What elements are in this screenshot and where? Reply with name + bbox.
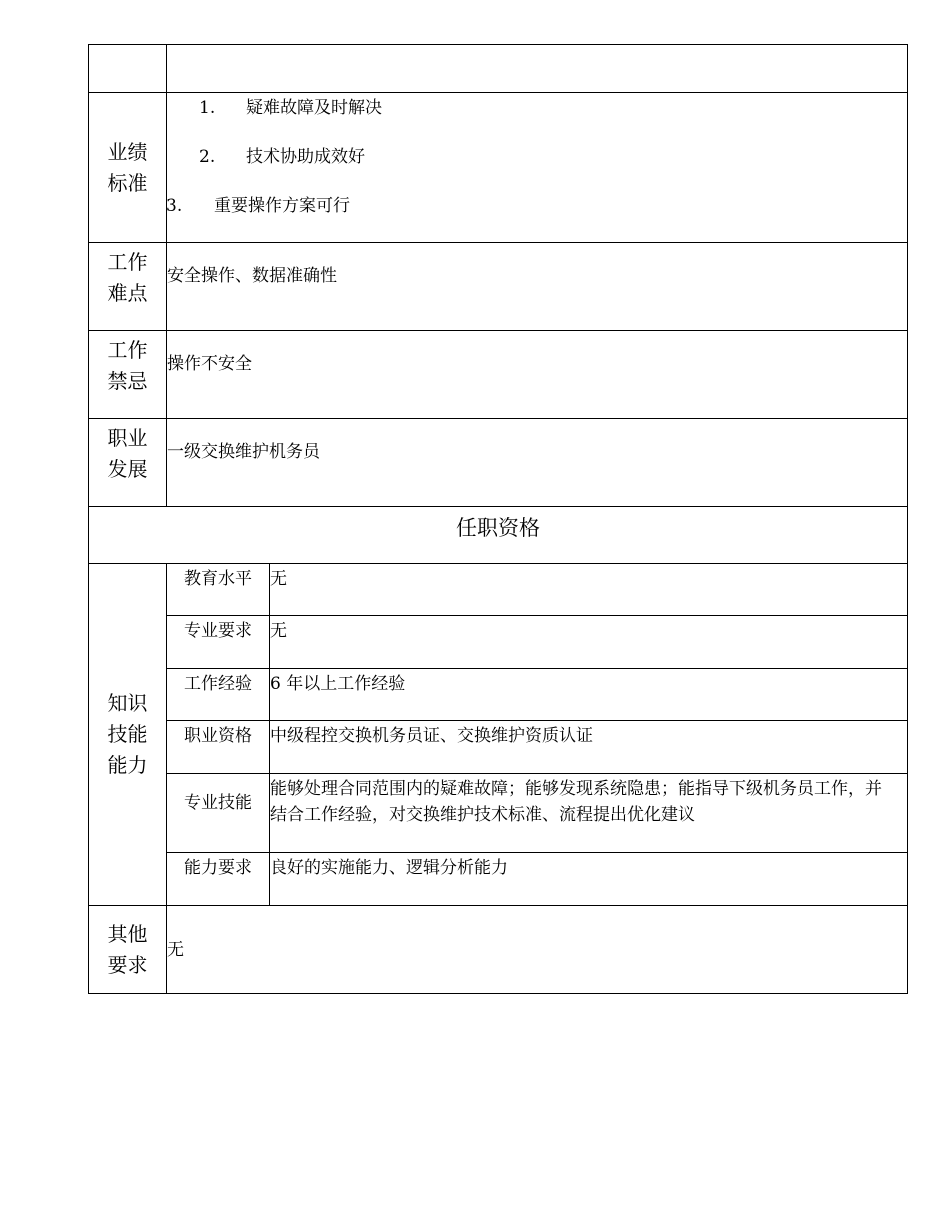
knowledge-row bbox=[89, 774, 908, 853]
empty-row bbox=[89, 45, 908, 93]
career-text: 一级交换维护机务员 bbox=[167, 419, 908, 507]
performance-row bbox=[89, 93, 908, 243]
other-row bbox=[89, 906, 908, 994]
list-text: 疑难故障及时解决 bbox=[246, 98, 382, 118]
difficulty-row bbox=[89, 243, 908, 331]
list-number: 3. bbox=[166, 196, 183, 216]
difficulty-label: 工作 难点 bbox=[89, 243, 167, 331]
taboo-row bbox=[89, 331, 908, 419]
knowledge-item-value: 6 年以上工作经验 bbox=[270, 669, 908, 721]
knowledge-row bbox=[89, 616, 908, 669]
list-item bbox=[167, 144, 907, 193]
list-item bbox=[167, 193, 907, 242]
empty-content-cell bbox=[167, 45, 908, 93]
job-description-page bbox=[88, 44, 907, 994]
list-number: 1. bbox=[199, 98, 216, 118]
empty-label-cell bbox=[89, 45, 167, 93]
knowledge-item-name: 教育水平 bbox=[167, 564, 270, 616]
difficulty-text: 安全操作、数据准确性 bbox=[167, 243, 908, 331]
knowledge-item-name: 职业资格 bbox=[167, 721, 270, 774]
knowledge-row bbox=[89, 669, 908, 721]
knowledge-item-name: 能力要求 bbox=[167, 853, 270, 906]
list-text: 重要操作方案可行 bbox=[214, 196, 350, 216]
performance-content bbox=[167, 93, 908, 243]
knowledge-item-value: 无 bbox=[270, 616, 908, 669]
list-number: 2. bbox=[199, 147, 216, 167]
career-label: 职业 发展 bbox=[89, 419, 167, 507]
qualification-header: 任职资格 bbox=[89, 507, 908, 564]
qualification-header-row bbox=[89, 507, 908, 564]
taboo-label: 工作 禁忌 bbox=[89, 331, 167, 419]
list-item bbox=[167, 95, 907, 144]
taboo-text: 操作不安全 bbox=[167, 331, 908, 419]
other-text: 无 bbox=[167, 906, 908, 994]
list-text: 技术协助成效好 bbox=[246, 147, 365, 167]
job-description-table bbox=[88, 44, 908, 994]
knowledge-item-name: 工作经验 bbox=[167, 669, 270, 721]
knowledge-item-value: 良好的实施能力、逻辑分析能力 bbox=[270, 853, 908, 906]
performance-label: 业绩 标准 bbox=[89, 93, 167, 243]
knowledge-item-value: 无 bbox=[270, 564, 908, 616]
knowledge-item-value: 能够处理合同范围内的疑难故障；能够发现系统隐患；能指导下级机务员工作，并结合工作经验，对交换维护技术标准、流程提出优化建议 bbox=[270, 774, 908, 853]
career-row bbox=[89, 419, 908, 507]
knowledge-item-name: 专业要求 bbox=[167, 616, 270, 669]
other-label: 其他 要求 bbox=[89, 906, 167, 994]
knowledge-row bbox=[89, 721, 908, 774]
knowledge-label: 知识 技能 能力 bbox=[89, 564, 167, 906]
knowledge-item-value: 中级程控交换机务员证、交换维护资质认证 bbox=[270, 721, 908, 774]
knowledge-row bbox=[89, 853, 908, 906]
knowledge-item-name: 专业技能 bbox=[167, 774, 270, 853]
knowledge-row bbox=[89, 564, 908, 616]
